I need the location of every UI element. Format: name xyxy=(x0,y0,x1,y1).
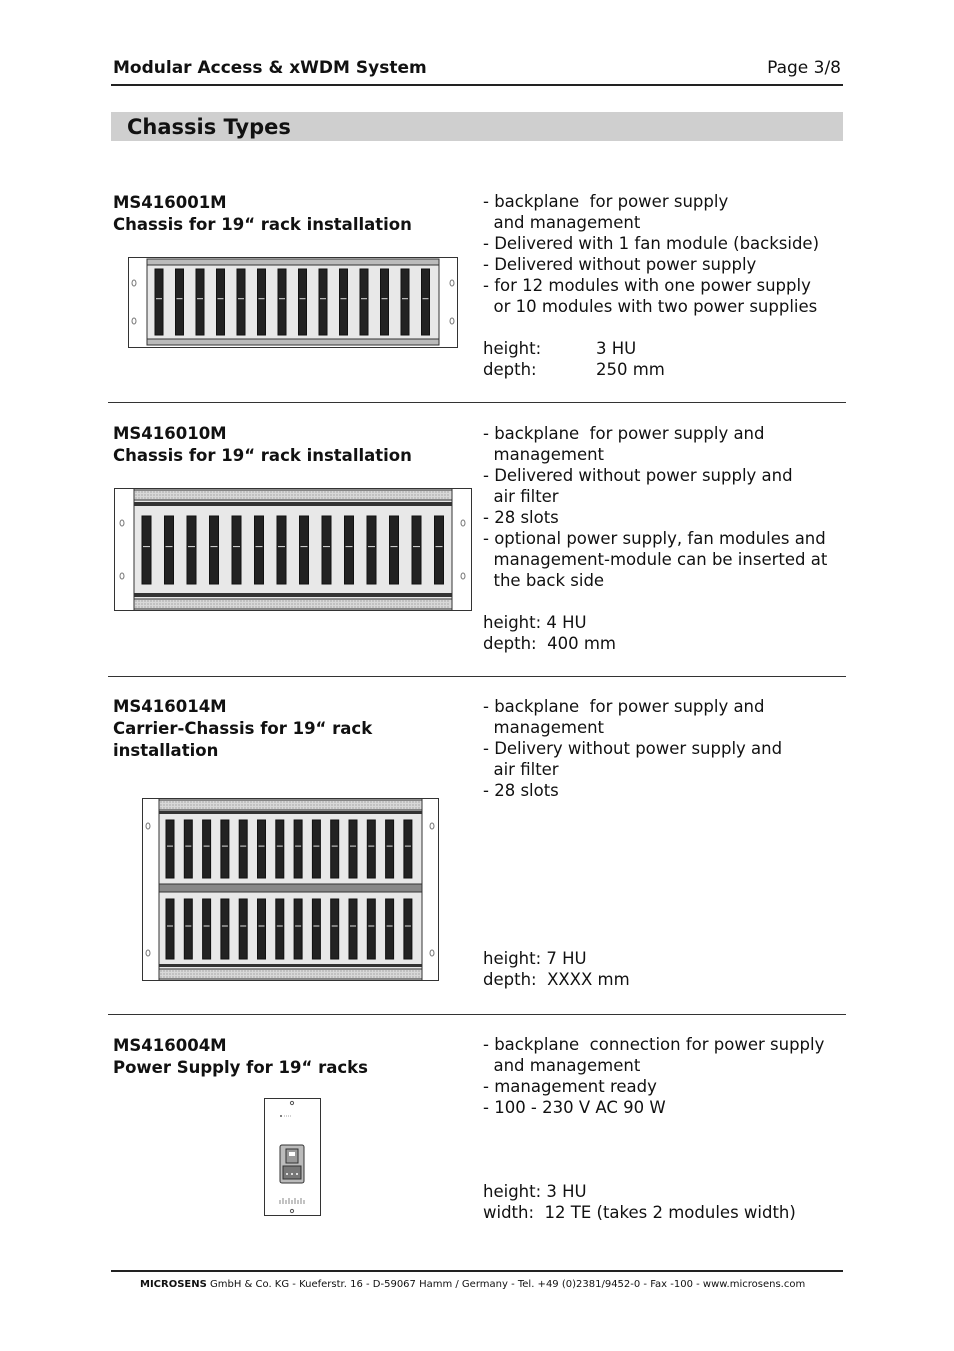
section-heading-bar xyxy=(111,112,843,141)
feature-line: or 10 modules with two power supplies xyxy=(483,297,818,316)
feature-line: - Delivery without power supply and xyxy=(483,739,783,758)
feature-line: and management xyxy=(483,1056,641,1075)
module-slot xyxy=(381,269,389,335)
module-slot xyxy=(203,820,211,878)
module-slot xyxy=(422,269,430,335)
section-title: Chassis Types xyxy=(127,115,291,139)
module-slot xyxy=(294,899,302,959)
feature-line: - Delivered without power supply xyxy=(483,255,757,274)
product-code: MS416014M xyxy=(113,697,227,716)
feature-line: the back side xyxy=(483,571,605,590)
module-slot xyxy=(239,899,247,959)
module-slot xyxy=(255,516,264,584)
power-supply-module-illustration xyxy=(264,1098,322,1217)
feature-line: air filter xyxy=(483,487,559,506)
feature-line: - backplane connection for power supply xyxy=(483,1035,825,1054)
spec-height: height: 4 HU xyxy=(483,613,587,632)
module-slot xyxy=(367,516,376,584)
module-slot xyxy=(404,820,412,878)
product-1-description xyxy=(483,191,819,380)
module-slot xyxy=(349,820,357,878)
feature-line: - backplane for power supply xyxy=(483,192,729,211)
product-4-specs xyxy=(483,1181,796,1223)
module-slot xyxy=(237,269,245,335)
section-divider xyxy=(108,402,846,403)
spec-depth: depth: 400 mm xyxy=(483,634,616,653)
module-slot xyxy=(367,899,375,959)
feature-line: management xyxy=(483,445,605,464)
product-name: Power Supply for 19“ racks xyxy=(113,1058,368,1077)
spec-value: 3 HU xyxy=(596,339,637,358)
feature-line: management xyxy=(483,718,605,737)
module-slot xyxy=(187,516,196,584)
feature-line: and management xyxy=(483,213,641,232)
spec-height xyxy=(483,338,819,359)
product-name: Chassis for 19“ rack installation xyxy=(113,446,412,465)
feature-line: management-module can be inserted at xyxy=(483,550,828,569)
module-slot xyxy=(165,516,174,584)
spec-value: 250 mm xyxy=(596,360,665,379)
module-slot xyxy=(331,820,339,878)
module-slot xyxy=(184,820,192,878)
module-slot xyxy=(412,516,421,584)
product-4-title xyxy=(113,1035,368,1079)
module-slot xyxy=(404,899,412,959)
footer-divider xyxy=(111,1270,843,1272)
module-slot xyxy=(367,820,375,878)
module-slot xyxy=(155,269,163,335)
spec-width: width: 12 TE (takes 2 modules width) xyxy=(483,1203,796,1222)
product-code: MS416010M xyxy=(113,424,227,443)
module-slot xyxy=(166,820,174,878)
module-slot xyxy=(166,899,174,959)
feature-line: - 28 slots xyxy=(483,781,559,800)
module-slot xyxy=(435,516,444,584)
module-slot xyxy=(203,899,211,959)
module-slot xyxy=(299,269,307,335)
page-number: Page 3/8 xyxy=(767,58,841,78)
header-divider xyxy=(111,84,843,86)
module-slot xyxy=(277,516,286,584)
module-slot xyxy=(322,516,331,584)
product-4-description xyxy=(483,1034,824,1118)
module-slot xyxy=(278,269,286,335)
feature-line: - 28 slots xyxy=(483,508,559,527)
module-slot xyxy=(210,516,219,584)
spec-depth xyxy=(483,359,819,380)
module-slot xyxy=(232,516,241,584)
spec-label: depth: xyxy=(483,360,537,379)
module-slot xyxy=(196,269,204,335)
product-1-title xyxy=(113,192,412,236)
module-slot xyxy=(349,899,357,959)
section-divider xyxy=(108,676,846,677)
spec-label: height: xyxy=(483,339,542,358)
module-slot xyxy=(258,899,266,959)
module-slot xyxy=(142,516,151,584)
feature-line: - backplane for power supply and xyxy=(483,697,765,716)
feature-line: - Delivered with 1 fan module (backside) xyxy=(483,234,820,253)
module-slot xyxy=(386,899,394,959)
product-3-specs xyxy=(483,948,630,990)
module-slot xyxy=(401,269,409,335)
feature-line: - Delivered without power supply and xyxy=(483,466,793,485)
product-3-title xyxy=(113,696,372,762)
module-slot xyxy=(276,820,284,878)
feature-line: - backplane for power supply and xyxy=(483,424,765,443)
product-2-description xyxy=(483,423,827,654)
module-slot xyxy=(345,516,354,584)
spec-height: height: 3 HU xyxy=(483,1182,587,1201)
module-slot xyxy=(312,899,320,959)
feature-line: air filter xyxy=(483,760,559,779)
product-code: MS416001M xyxy=(113,193,227,212)
module-slot xyxy=(217,269,225,335)
module-slot xyxy=(276,899,284,959)
feature-line: - 100 - 230 V AC 90 W xyxy=(483,1098,666,1117)
product-name: installation xyxy=(113,741,219,760)
module-slot xyxy=(390,516,399,584)
module-slot xyxy=(331,899,339,959)
module-slot xyxy=(312,820,320,878)
module-slot xyxy=(386,820,394,878)
feature-line: - optional power supply, fan modules and xyxy=(483,529,826,548)
spec-depth: depth: XXXX mm xyxy=(483,970,630,989)
footer-address xyxy=(140,1279,805,1290)
header-title: Modular Access & xWDM System xyxy=(113,58,427,78)
product-name: Carrier-Chassis for 19“ rack xyxy=(113,719,373,738)
module-slot xyxy=(258,820,266,878)
module-slot xyxy=(176,269,184,335)
section-divider xyxy=(108,1014,846,1015)
carrier-chassis-7hu-illustration xyxy=(142,798,439,982)
product-name: Chassis for 19“ rack installation xyxy=(113,215,412,234)
module-slot xyxy=(258,269,266,335)
module-slot xyxy=(184,899,192,959)
feature-line: - for 12 modules with one power supply xyxy=(483,276,811,295)
module-slot xyxy=(340,269,348,335)
module-slot xyxy=(360,269,368,335)
module-slot xyxy=(221,899,229,959)
module-slot xyxy=(300,516,309,584)
footer-brand: MICROSENS xyxy=(140,1279,207,1290)
chassis-3hu-illustration xyxy=(128,257,458,349)
module-slot xyxy=(319,269,327,335)
module-slot xyxy=(239,820,247,878)
feature-line: - management ready xyxy=(483,1077,657,1096)
product-2-title xyxy=(113,423,412,467)
module-slot xyxy=(294,820,302,878)
module-slot xyxy=(221,820,229,878)
footer-text: GmbH & Co. KG - Kueferstr. 16 - D-59067 Hamm / Germany - Tel. +49 (0)2381/9452-0 - Fax -100 - www.microsens.com xyxy=(206,1279,806,1290)
chassis-4hu-illustration xyxy=(114,488,472,612)
product-code: MS416004M xyxy=(113,1036,227,1055)
spec-height: height: 7 HU xyxy=(483,949,587,968)
product-3-description xyxy=(483,696,782,801)
